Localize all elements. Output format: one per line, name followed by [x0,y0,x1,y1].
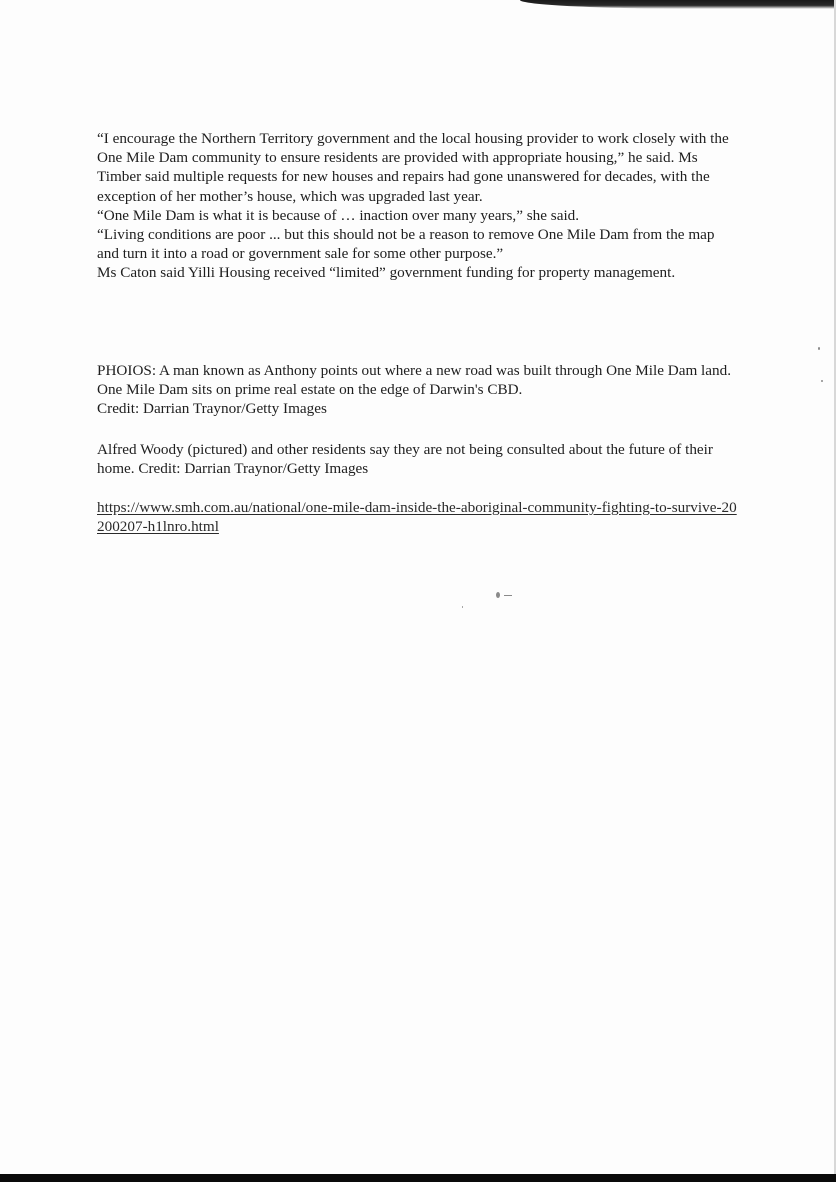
caption-credit: Credit: Darrian Traynor/Getty Images [97,400,327,418]
article-paragraph: “One Mile Dam is what it is because of … inaction over many years,” she said. [97,206,580,224]
scan-shadow-top [520,0,836,9]
source-section [97,498,737,536]
article-paragraph: “Living conditions are poor ... but this should not be a reason to remove One Mile Dam from the map and turn it into a road or government sale for some other purpose.” [97,226,715,263]
scan-speck [504,595,512,596]
scan-speck [496,592,500,598]
source-link[interactable]: https://www.smh.com.au/national/one-mile-dam-inside-the-aboriginal-community-fighting-to-survive-20200207-h1lnro.html [97,499,737,536]
photo-caption-2 [97,440,737,478]
article-paragraph: Ms Caton said Yilli Housing received “limited” government funding for property management. [97,264,676,282]
scan-speck [462,606,463,608]
article-body [97,129,737,283]
caption-text: PHOIOS: A man known as Anthony points out where a new road was built through One Mile Dam land. One Mile Dam sits on prime real estate on the edge of Darwin's CBD. [97,362,732,399]
photo-caption-1 [97,361,737,419]
scan-speck [818,347,820,350]
caption-text: Alfred Woody (pictured) and other residents say they are not being consulted about the future of their home. Credit: Darrian Traynor/Getty Images [97,441,713,478]
scan-edge-bottom [0,1174,836,1182]
scan-speck [821,380,823,382]
article-paragraph: “I encourage the Northern Territory government and the local housing provider to work closely with the One Mile Dam community to ensure residents are provided with appropriate housing,” he said. Ms Timber said multiple requests for new houses and repairs had gone unanswered for decades, with the exception of her mother’s house, which was upgraded last year. [97,130,729,205]
